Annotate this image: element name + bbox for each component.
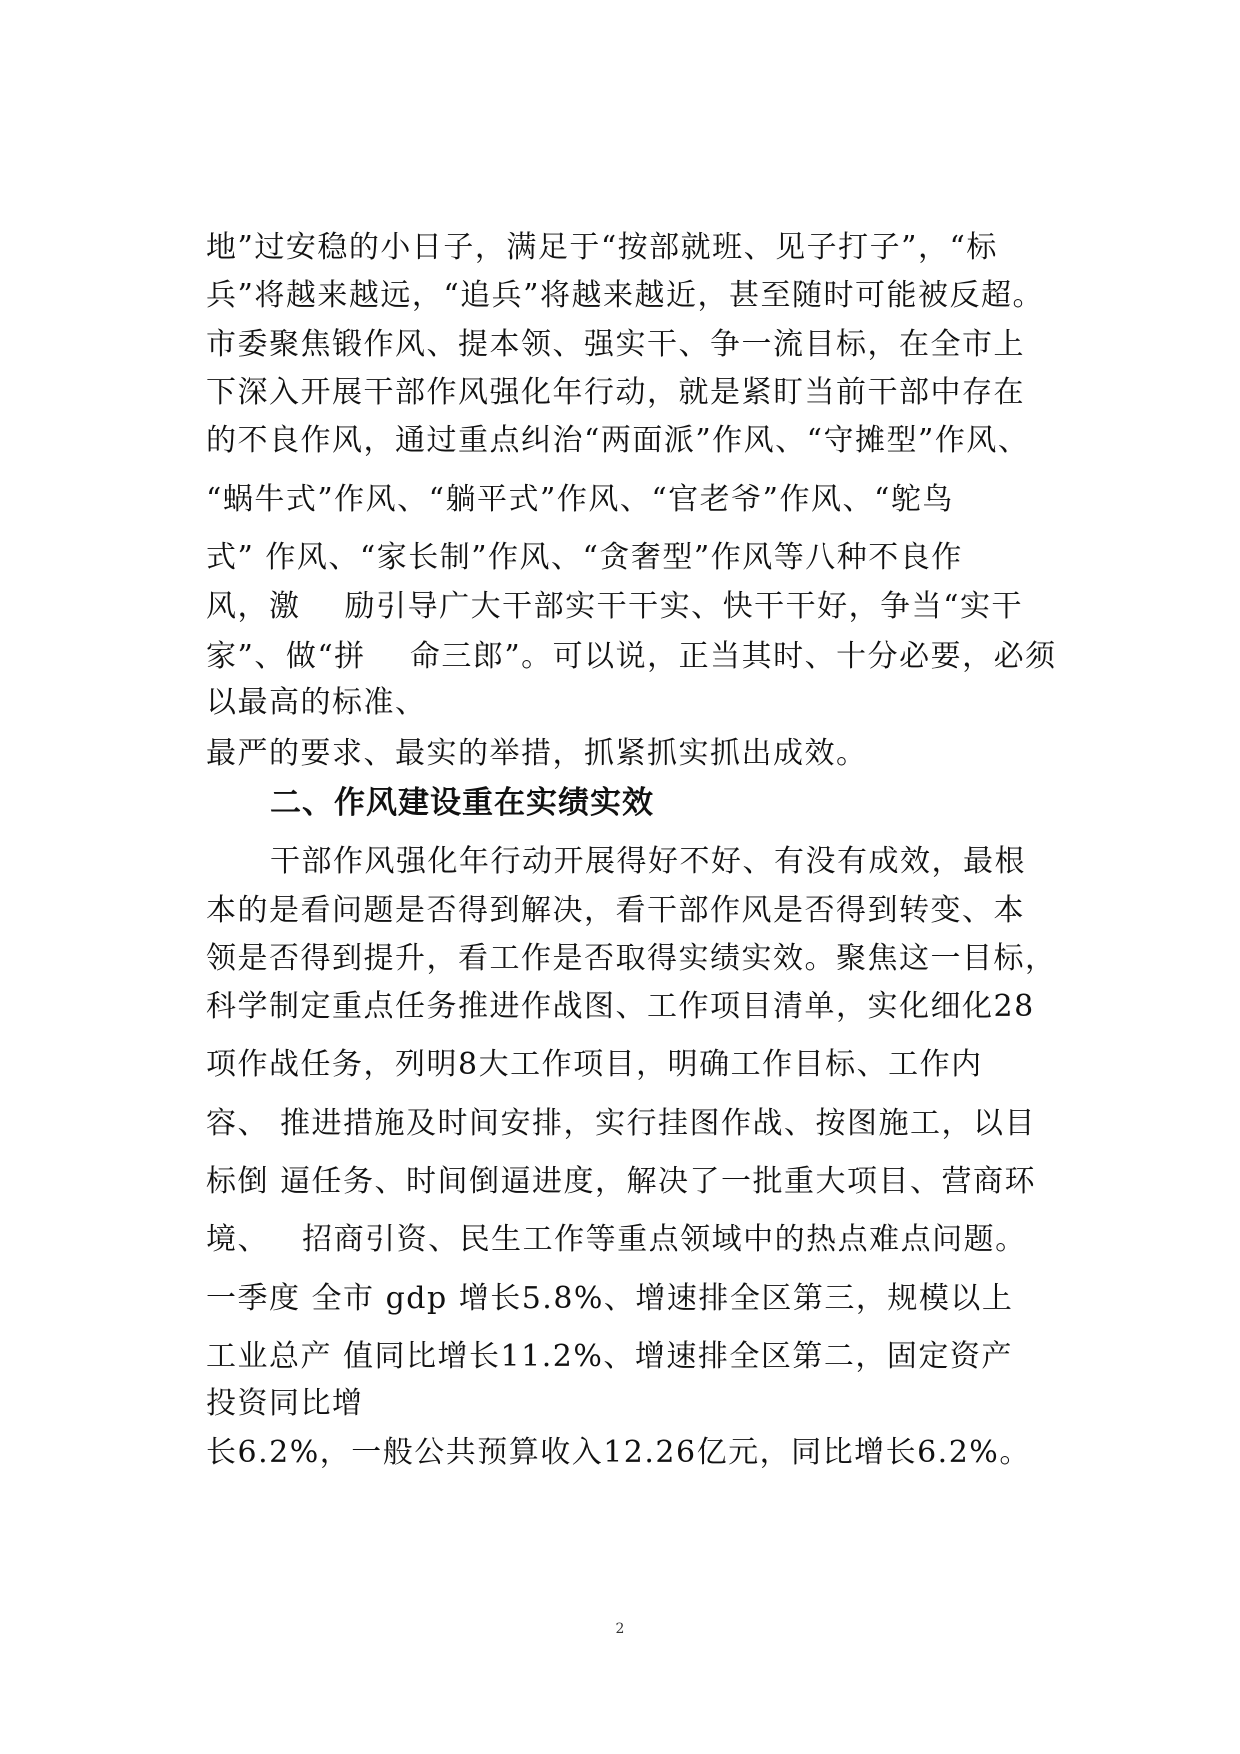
body-text-line: 科学制定重点任务推进作战图、工作项目清单，实化细化28	[206, 989, 1035, 1024]
body-text-line: 式” 作风、“家长制”作风、“贪奢型”作风等八种不良作	[206, 540, 963, 575]
body-text-line: 本的是看问题是否得到解决，看干部作风是否得到转变、本	[206, 893, 1025, 928]
body-text-line: 最严的要求、最实的举措，抓紧抓实抓出成效。	[206, 736, 868, 771]
body-text-line: 容、 推进措施及时间安排，实行挂图作战、按图施工，以目	[206, 1106, 1037, 1141]
body-text-line: “蜗牛式”作风、“躺平式”作风、“官老爷”作风、“鸵鸟	[206, 482, 954, 517]
body-text-line: 以最高的标准、	[206, 685, 427, 720]
body-text-line: 境、 招商引资、民生工作等重点领域中的热点难点问题。	[206, 1222, 1027, 1257]
body-text-line: 的不良作风，通过重点纠治“两面派”作风、“守摊型”作风、	[206, 423, 1030, 458]
body-text-line: 一季度 全市 gdp 增长5.8%、增速排全区第三，规模以上	[206, 1281, 1014, 1316]
body-text-line: 长6.2%，一般公共预算收入12.26亿元，同比增长6.2%。	[206, 1435, 1031, 1470]
page-number: 2	[615, 1621, 625, 1637]
body-text-line: 工业总产 值同比增长11.2%、增速排全区第二，固定资产	[206, 1339, 1013, 1374]
body-text-line: 领是否得到提升，看工作是否取得实绩实效。聚焦这一目标，	[206, 941, 1057, 976]
section-heading: 二、作风建设重在实绩实效	[270, 785, 654, 821]
body-text-line: 家”、做“拼 命三郎”。可以说，正当其时、十分必要，必须	[206, 639, 1057, 674]
body-text-line: 地”过安稳的小日子，满足于“按部就班、见子打子”，“标	[206, 230, 998, 265]
body-text-line: 标倒 逼任务、时间倒逼进度，解决了一批重大项目、营商环	[206, 1164, 1037, 1199]
body-text-line: 干部作风强化年行动开展得好不好、有没有成效，最根	[270, 844, 1026, 879]
body-text-line: 兵”将越来越远，“追兵”将越来越近，甚至随时可能被反超。	[206, 278, 1045, 313]
body-text-line: 市委聚焦锻作风、提本领、强实干、争一流目标，在全市上	[206, 327, 1025, 362]
body-text-line: 投资同比增	[206, 1386, 364, 1421]
body-text-line: 风，激 励引导广大干部实干干实、快干干好，争当“实干	[206, 589, 1023, 624]
body-text-line: 下深入开展干部作风强化年行动，就是紧盯当前干部中存在	[206, 375, 1025, 410]
body-text-line: 项作战任务，列明8大工作项目，明确工作目标、工作内	[206, 1047, 983, 1082]
